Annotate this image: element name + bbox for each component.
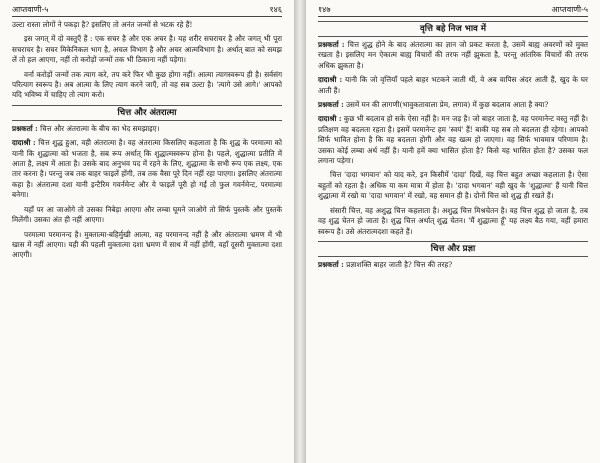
left-section-heading: चित्त और अंतरात्मा: [12, 105, 282, 121]
question-text: चित्त शुद्ध होने के बाद अंतरात्मा का ज्ञान जो प्रकट करता है, उसमें बाह्य अवरणों को मुक्त रखता है। इसलिए मन ऐकात्म बाह्य विचारों की तरफ नहीं झुकता है, परन्तु आंतरिक विचारों की तरफ अधिक झुकता है।: [318, 40, 588, 70]
left-header-title: आप्तवाणी-५: [12, 5, 49, 14]
right-page-number: १४७: [318, 5, 331, 14]
question-text: चित्त और अंतरात्मा के बीच का भेद समझाइए।: [40, 123, 160, 133]
left-page: [0, 0, 294, 463]
left-question: [12, 124, 282, 134]
book-gutter: [294, 0, 306, 463]
right-question-2: [318, 100, 588, 110]
left-para-2: इस जगत् में दो वस्तुएँ हैं : एक सचर है और एक अचर है। यह शरीर सचराचर है और जगत् भी पूरा सचराचर है। सचर मिकेनिकल भाग है, अचल विभाग है और अचर आत्मविभाग है। अर्थात् बात को समझ लें तो हल आएगा, नहीं तो करोड़ों जन्मों तक भी ठिकाना नहीं पड़ेगा।: [12, 34, 282, 65]
left-para-5: परमात्मा परमानन्द है। मुक्तात्मा-बहिर्मुखी आत्मा, वह परमानन्द नहीं है और अंतरात्मा भ्रमण में भी खास में नहीं आएगा। यही की पहली मुक्तात्मा दशा भ्रमण में साथ में नहीं होंगी, वहाँ दूसरी मुक्तात्मा दशा आएगी।: [12, 229, 282, 260]
left-para-3: वर्ना करोड़ों जन्मों तक त्याग करे, तप करे फिर भी कुछ होगा नहीं। आत्मा त्यागस्वरूप ही है। सर्वसंग परित्याग स्वरूप है। अब आत्मा के लिए त्याग करने जाएँ, तो वह सब उल्टा है। 'त्यागे उसे आगे।' आपको यदि भविष्य में चाहिए तो त्याग करो।: [12, 69, 282, 100]
speaker-label: प्रश्नकर्ता :: [12, 123, 38, 133]
left-para-4: यहाँ पर आ जाओगे तो उसका निबेड़ा आएगा और लम्बा घूमने जाओगे तो सिर्फ पुस्तकें और पुस्तकें मिलेंगी। उसका अंत ही नहीं आएगा।: [12, 204, 282, 225]
right-header-title: आप्तवाणी-५: [551, 5, 588, 14]
left-page-number: १४६: [269, 5, 282, 14]
left-para-1: उल्टा रास्ता लोगों ने पकड़ा है? इसलिए तो अनंत जन्मों से भटक रहे हैं!: [12, 20, 193, 29]
right-question-3: [318, 260, 588, 270]
speaker-label: दादाश्री :: [12, 138, 36, 148]
right-section-heading-1: वृत्ति बहे निज भाव में: [318, 21, 588, 37]
speaker-label: दादाश्री :: [318, 114, 342, 124]
right-answer-2: [318, 114, 588, 166]
speaker-label: प्रश्नकर्ता :: [318, 259, 344, 269]
right-answer-1: [318, 75, 588, 96]
right-para-2: संसारी चित्त, वह अशुद्ध चित्त कहलाता है। अशुद्ध चित्त मिश्रचेतन है। वह चित्त शुद्ध हो जाता है, तब वह शुद्ध चेतन हो जाता है। शुद्ध चित्त अर्थात् शुद्ध चेतन। 'मैं शुद्धात्मा हूँ' यह लक्ष्य बैठ गया, वहीं हमारा स्वरूप है। उसे अंतरात्मदशा कहते हैं।: [318, 205, 588, 236]
right-page: [306, 0, 600, 463]
question-text: प्रज्ञाशक्ति बाहर जाती है? चित्त की तरह?: [346, 259, 453, 269]
answer-text: कुछ भी बदलाव हो सके ऐसा नहीं है। मन जड़ है। जो बाहर जाता है, वह परमानेन्ट वस्तु नहीं है। प्रतिक्षण वह बदलता रहता है। इसमें परमानेन्ट हम 'स्वयं' हैं! बाकी यह सब तो बदलता ही रहेगा। आपको सिर्फ भावित होना है कि वह बदलता होगी और वह खत्म हो जाएगा। वह सिर्फ भावमात्र परिणाम है। उसका कोई लम्बा अर्थ नहीं है। यानी हमें क्या भासित होता है? किसे यह भासित होता है? उसका फल लगाना पड़ेगा।: [318, 114, 588, 166]
right-section-heading-2: चित्त और प्रज्ञा: [318, 241, 588, 257]
right-question-1: [318, 40, 588, 71]
answer-text: चित्त शुद्ध हुआ, वही अंतरात्मा है। वह अंतरात्मा किसलिए कहलाता है कि शुद्ध के परमात्मा को यानी कि शुद्धात्मा को भजता है, सब रूप अर्थात् कि शुद्धात्मस्वरूप होना है। पहले, शुद्धात्मा प्रतीति में आता है, लक्ष्य में आता है। उसके बाद अनुभव पद में रहने के लिए, शुद्धात्मा के सभी रूप एक लक्ष्य, एक तार करना है। परन्तु जब तक बाहर फाइलें होंगी, तब तक वैसा पूरे दिन नहीं रहा पाएगा। इसलिए अंतरात्मा कहा है। अंतरात्मा दशा यानी इन्टैरिम गवर्नमेन्ट और ये फाइलें पूरी हो गईं तो फुल गवर्नमेन्ट, परमात्मा बनेगा।: [12, 138, 282, 200]
left-page-header: [12, 4, 282, 17]
speaker-label: दादाश्री :: [318, 75, 343, 85]
right-para-1: चित्त 'दादा भगवान' को याद करे, इन किसीमें 'दादा' दिखें, वह चित्त बहुत अच्छा कहलाता है। ऐसा बहुतों को रहता है। अधिक या कम मात्रा में होता है। 'दादा भगवान' वही खुद के 'शुद्धात्मा' हैं यानी चित्त शुद्धात्मा में रखो या 'दादा भगवान' में रखो, वह समान ही है। दोनों चित्त को शुद्ध ही रखते हैं।: [318, 170, 588, 201]
question-text: उसमें मन की लागणी(भावुकतावाला प्रेम, लगाव) में कुछ बदलाव आता है क्या?: [346, 100, 549, 110]
left-answer: [12, 138, 282, 200]
answer-text: यानी कि जो वृत्तियाँ पहले बाहर भटकने जाती थीं, वे अब वापिस अंदर आती हैं, खुद के घर आती हैं।: [318, 75, 588, 95]
speaker-label: प्रश्नकर्ता :: [318, 100, 344, 110]
right-page-header: [318, 4, 588, 17]
speaker-label: प्रश्नकर्ता :: [318, 40, 345, 49]
